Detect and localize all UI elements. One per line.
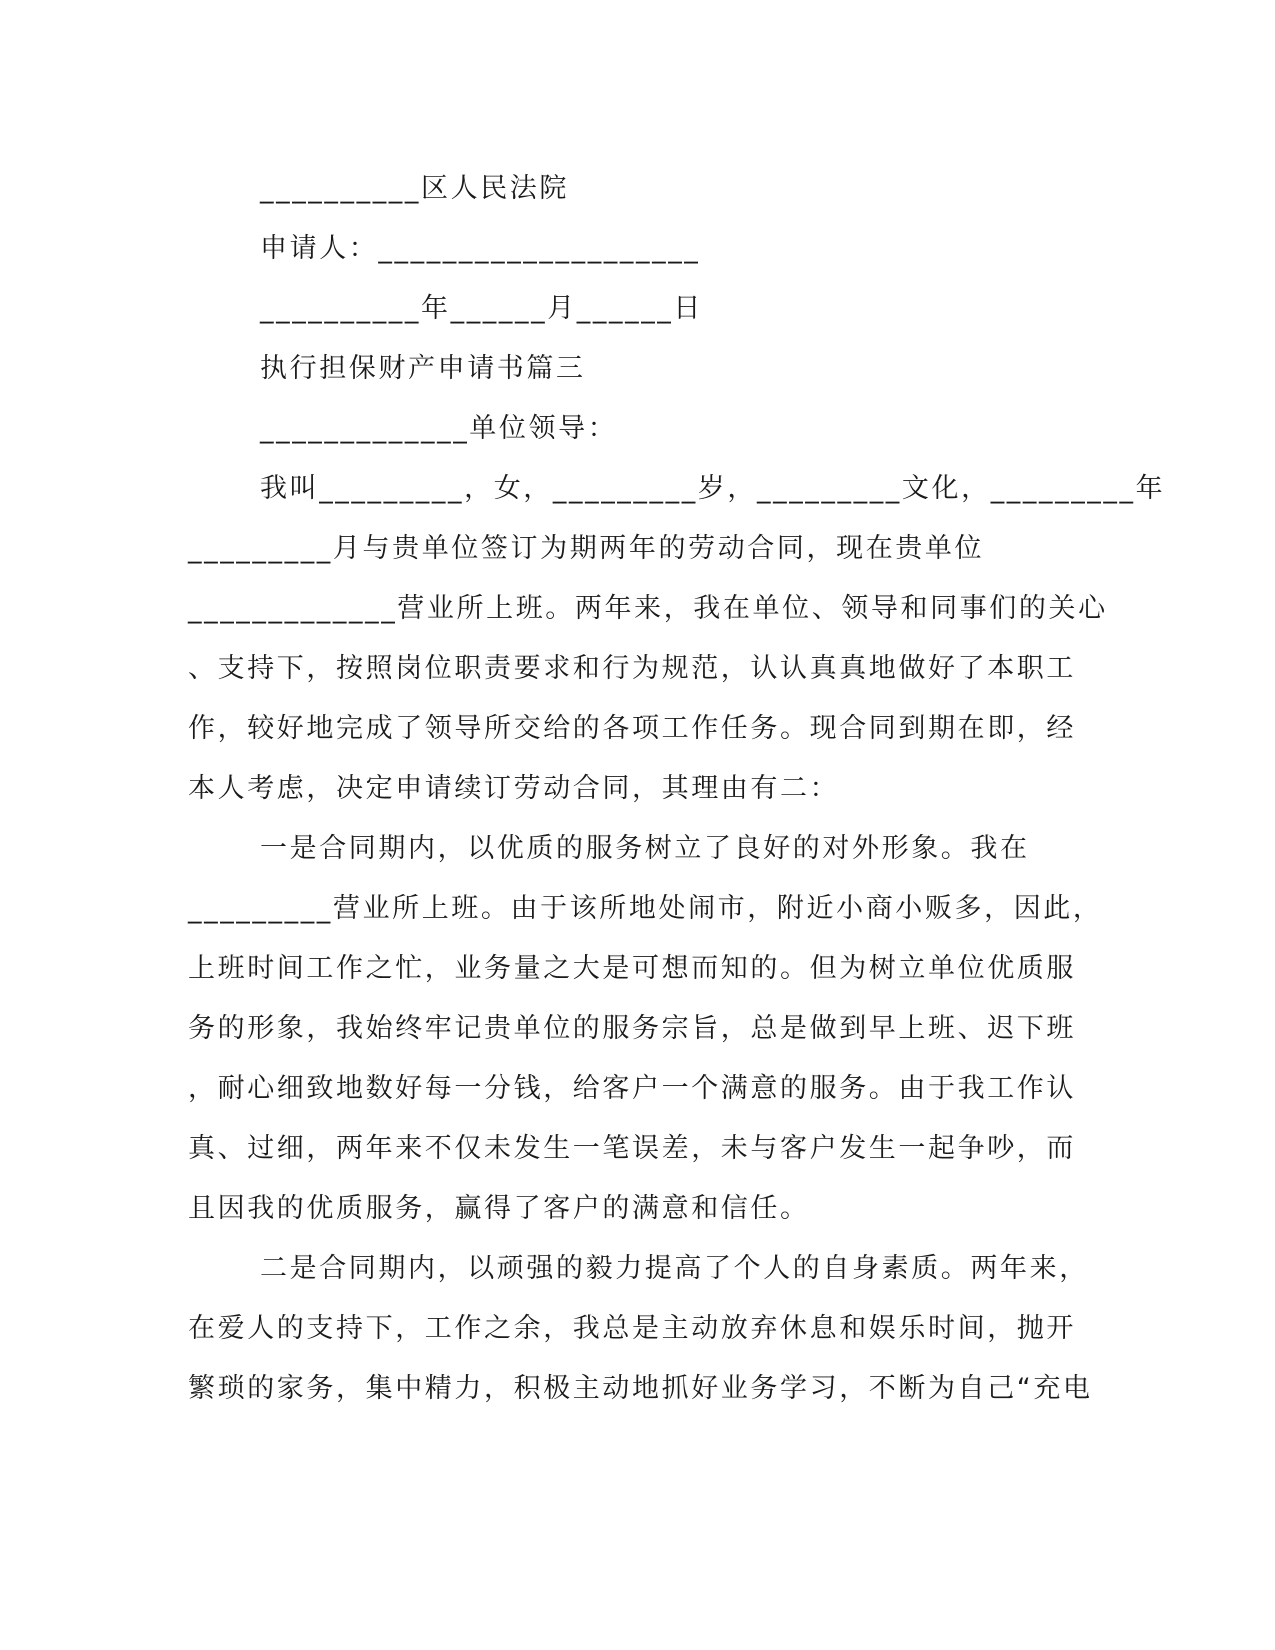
- body-text-line: _________月与贵单位签订为期两年的劳动合同，现在贵单位: [188, 533, 985, 564]
- body-text-line: 且因我的优质服务，赢得了客户的满意和信任。: [188, 1193, 810, 1224]
- body-text-line: 本人考虑，决定申请续订劳动合同，其理由有二：: [188, 773, 840, 804]
- body-text-line: 我叫_________，女，_________岁，_________文化，_________年: [260, 473, 1166, 504]
- body-text-line: 二是合同期内，以顽强的毅力提高了个人的自身素质。两年来，: [260, 1253, 1089, 1284]
- body-text-line: 上班时间工作之忙，业务量之大是可想而知的。但为树立单位优质服: [188, 953, 1076, 984]
- salutation-line: _____________单位领导：: [260, 413, 618, 444]
- body-text-line: 作，较好地完成了领导所交给的各项工作任务。现合同到期在即，经: [188, 713, 1076, 744]
- body-text-line: 、支持下，按照岗位职责要求和行为规范，认认真真地做好了本职工: [188, 653, 1076, 684]
- court-name-line: __________区人民法院: [260, 173, 569, 204]
- body-text-line: 一是合同期内，以优质的服务树立了良好的对外形象。我在: [260, 833, 1030, 864]
- body-text-line: _____________营业所上班。两年来，我在单位、领导和同事们的关心: [188, 593, 1108, 624]
- body-text-line: 真、过细，两年来不仅未发生一笔误差，未与客户发生一起争吵，而: [188, 1133, 1076, 1164]
- body-text-line: 务的形象，我始终牢记贵单位的服务宗旨，总是做到早上班、迟下班: [188, 1013, 1076, 1044]
- section-title: 执行担保财产申请书篇三: [260, 353, 586, 384]
- body-text-line: _________营业所上班。由于该所地处闹市，附近小商小贩多，因此，: [188, 893, 1103, 924]
- date-line: __________年______月______日: [260, 293, 703, 324]
- body-text-line: 繁琐的家务，集中精力，积极主动地抓好业务学习，不断为自己“充电: [188, 1373, 1093, 1404]
- applicant-line: 申请人：____________________: [260, 233, 701, 264]
- body-text-line: 在爱人的支持下，工作之余，我总是主动放弃休息和娱乐时间，抛开: [188, 1313, 1076, 1344]
- body-text-line: ，耐心细致地数好每一分钱，给客户一个满意的服务。由于我工作认: [188, 1073, 1076, 1104]
